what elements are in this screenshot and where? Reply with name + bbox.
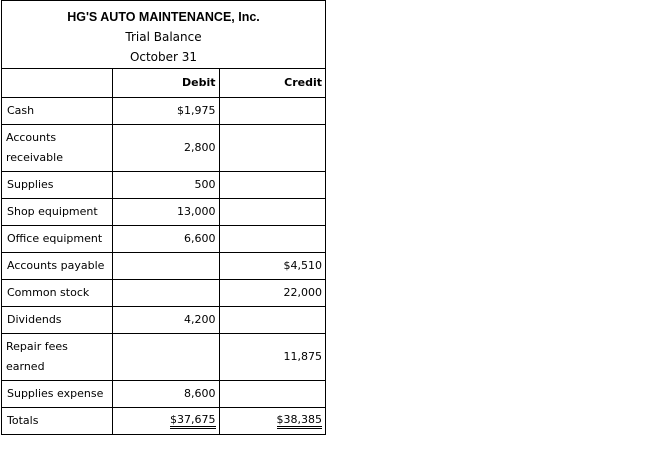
credit-amount: 22,000 — [219, 279, 325, 306]
debit-amount: 500 — [112, 171, 219, 198]
credit-amount — [219, 97, 325, 124]
credit-total-cell — [219, 407, 325, 434]
table-row — [2, 171, 325, 198]
credit-column-header: Credit — [219, 69, 325, 97]
table-row — [2, 380, 325, 407]
debit-total-cell — [112, 407, 219, 434]
table-row — [2, 252, 325, 279]
debit-amount — [112, 252, 219, 279]
debit-total: $37,675 — [170, 413, 216, 429]
account-name: Office equipment — [2, 225, 112, 252]
report-header — [2, 1, 325, 69]
trial-balance-sheet — [1, 0, 326, 435]
table-row — [2, 198, 325, 225]
credit-amount: 11,875 — [219, 333, 325, 380]
debit-amount: 13,000 — [112, 198, 219, 225]
column-header-row — [2, 69, 325, 97]
debit-amount: 2,800 — [112, 124, 219, 171]
report-title: Trial Balance — [125, 30, 202, 44]
credit-amount — [219, 225, 325, 252]
table-row — [2, 124, 325, 171]
account-name: Common stock — [2, 279, 112, 306]
debit-amount: 4,200 — [112, 306, 219, 333]
debit-amount: 8,600 — [112, 380, 219, 407]
account-name: Dividends — [2, 306, 112, 333]
table-row — [2, 225, 325, 252]
debit-amount — [112, 333, 219, 380]
debit-amount: $1,975 — [112, 97, 219, 124]
credit-amount — [219, 380, 325, 407]
credit-amount — [219, 306, 325, 333]
credit-amount — [219, 198, 325, 225]
table-row — [2, 306, 325, 333]
table-row — [2, 279, 325, 306]
account-name: Accounts payable — [2, 252, 112, 279]
totals-row — [2, 407, 325, 434]
account-name: Shop equipment — [2, 198, 112, 225]
debit-amount: 6,600 — [112, 225, 219, 252]
account-name: Repair fees earned — [2, 333, 112, 380]
table-row — [2, 333, 325, 380]
totals-label: Totals — [2, 407, 112, 434]
debit-column-header: Debit — [112, 69, 219, 97]
account-name: Supplies expense — [2, 380, 112, 407]
label-column-header — [2, 69, 112, 97]
company-name: HG'S AUTO MAINTENANCE, Inc. — [67, 10, 260, 24]
credit-amount — [219, 171, 325, 198]
trial-balance-table — [2, 69, 325, 434]
account-name: Supplies — [2, 171, 112, 198]
credit-total: $38,385 — [277, 413, 323, 429]
report-date: October 31 — [129, 50, 198, 64]
table-row — [2, 97, 325, 124]
debit-amount — [112, 279, 219, 306]
credit-amount — [219, 124, 325, 171]
account-name: Accounts receivable — [2, 124, 112, 171]
credit-amount: $4,510 — [219, 252, 325, 279]
account-name: Cash — [2, 97, 112, 124]
